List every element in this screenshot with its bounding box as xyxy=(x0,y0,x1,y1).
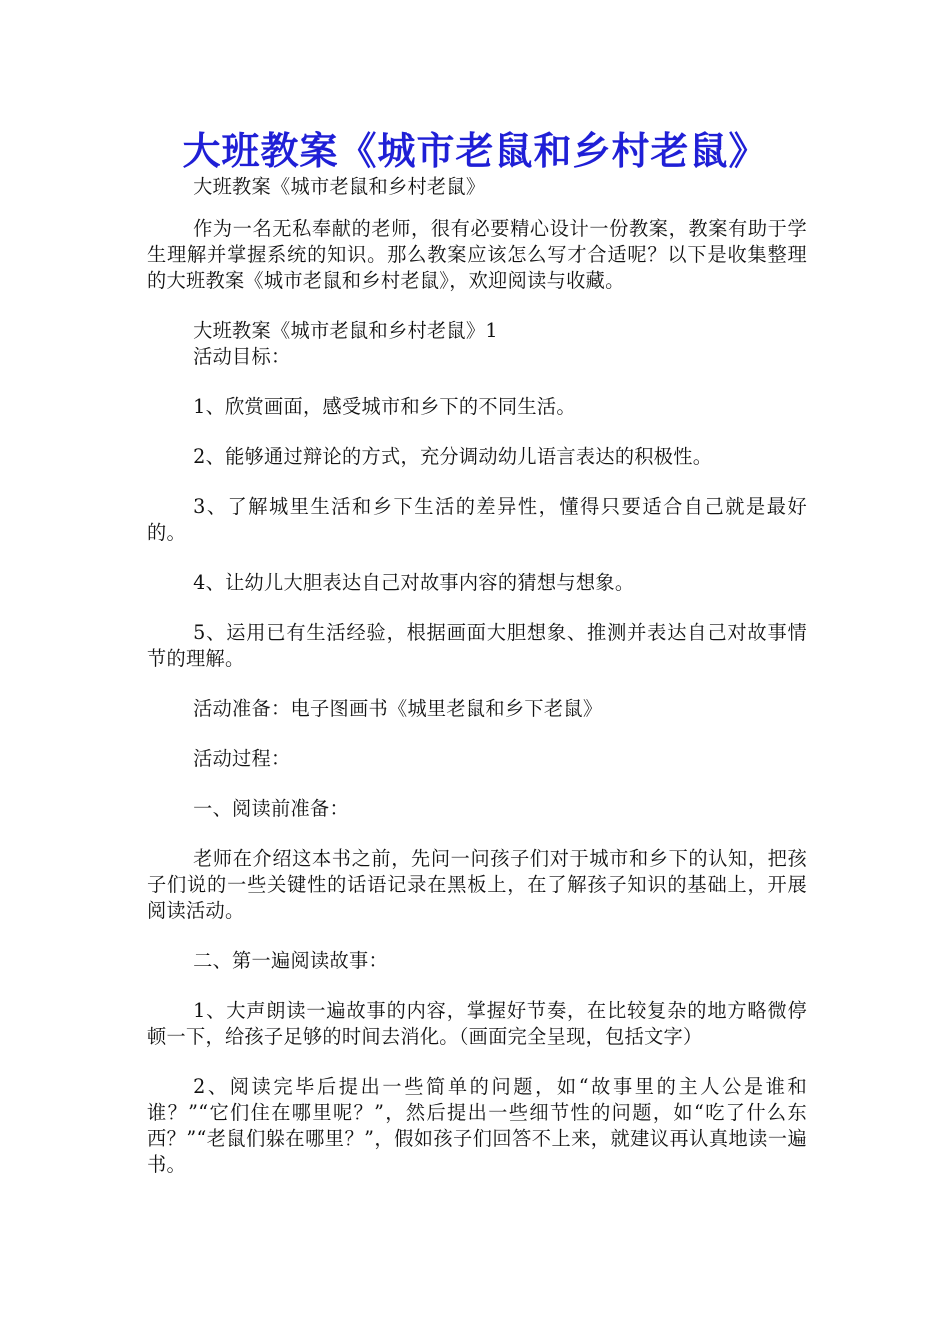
process-heading: 活动过程： xyxy=(193,747,291,770)
objective-item: 4、让幼儿大胆表达自己对故事内容的猜想与想象。 xyxy=(193,571,635,594)
objective-item: 1、欣赏画面，感受城市和乡下的不同生活。 xyxy=(193,395,576,418)
step-paragraph: 老师在介绍这本书之前，先问一问孩子们对于城市和乡下的认知，把孩子们说的一些关键性的话语记录在黑板上，在了解孩子知识的基础上，开展阅读活动。 xyxy=(147,847,807,922)
intro-paragraph: 作为一名无私奉献的老师，很有必要精心设计一份教案，教案有助于学生理解并掌握系统的知识。那么教案应该怎么写才合适呢？以下是收集整理的大班教案《城市老鼠和乡村老鼠》，欢迎阅读与收藏。 xyxy=(147,217,807,292)
document-title: 大班教案《城市老鼠和乡村老鼠》 xyxy=(182,128,768,173)
objective-item: 2、能够通过辩论的方式，充分调动幼儿语言表达的积极性。 xyxy=(193,445,713,468)
preparation-paragraph: 活动准备：电子图画书《城里老鼠和乡下老鼠》 xyxy=(193,697,603,720)
step-paragraph: 1、大声朗读一遍故事的内容，掌握好节奏，在比较复杂的地方略微停顿一下，给孩子足够的时间去消化。（画面完全呈现，包括文字） xyxy=(147,999,807,1048)
step-heading: 二、第一遍阅读故事： xyxy=(193,949,388,972)
document-body xyxy=(147,174,807,1202)
step-paragraph: 2、阅读完毕后提出一些简单的问题，如“故事里的主人公是谁和谁？”“它们住在哪里呢？”，然后提出一些细节性的问题，如“吃了什么东西？”“老鼠们躲在哪里？”，假如孩子们回答不上来，就建议再认真地读一遍书。 xyxy=(147,1075,807,1176)
objective-item: 5、运用已有生活经验，根据画面大胆想象、推测并表达自己对故事情节的理解。 xyxy=(147,621,807,670)
step-heading: 一、阅读前准备： xyxy=(193,797,349,820)
objectives-heading: 活动目标： xyxy=(193,345,291,368)
section-heading: 大班教案《城市老鼠和乡村老鼠》1 xyxy=(193,319,498,342)
subtitle-paragraph: 大班教案《城市老鼠和乡村老鼠》 xyxy=(193,175,486,198)
objective-item: 3、了解城里生活和乡下生活的差异性，懂得只要适合自己就是最好的。 xyxy=(147,495,807,544)
